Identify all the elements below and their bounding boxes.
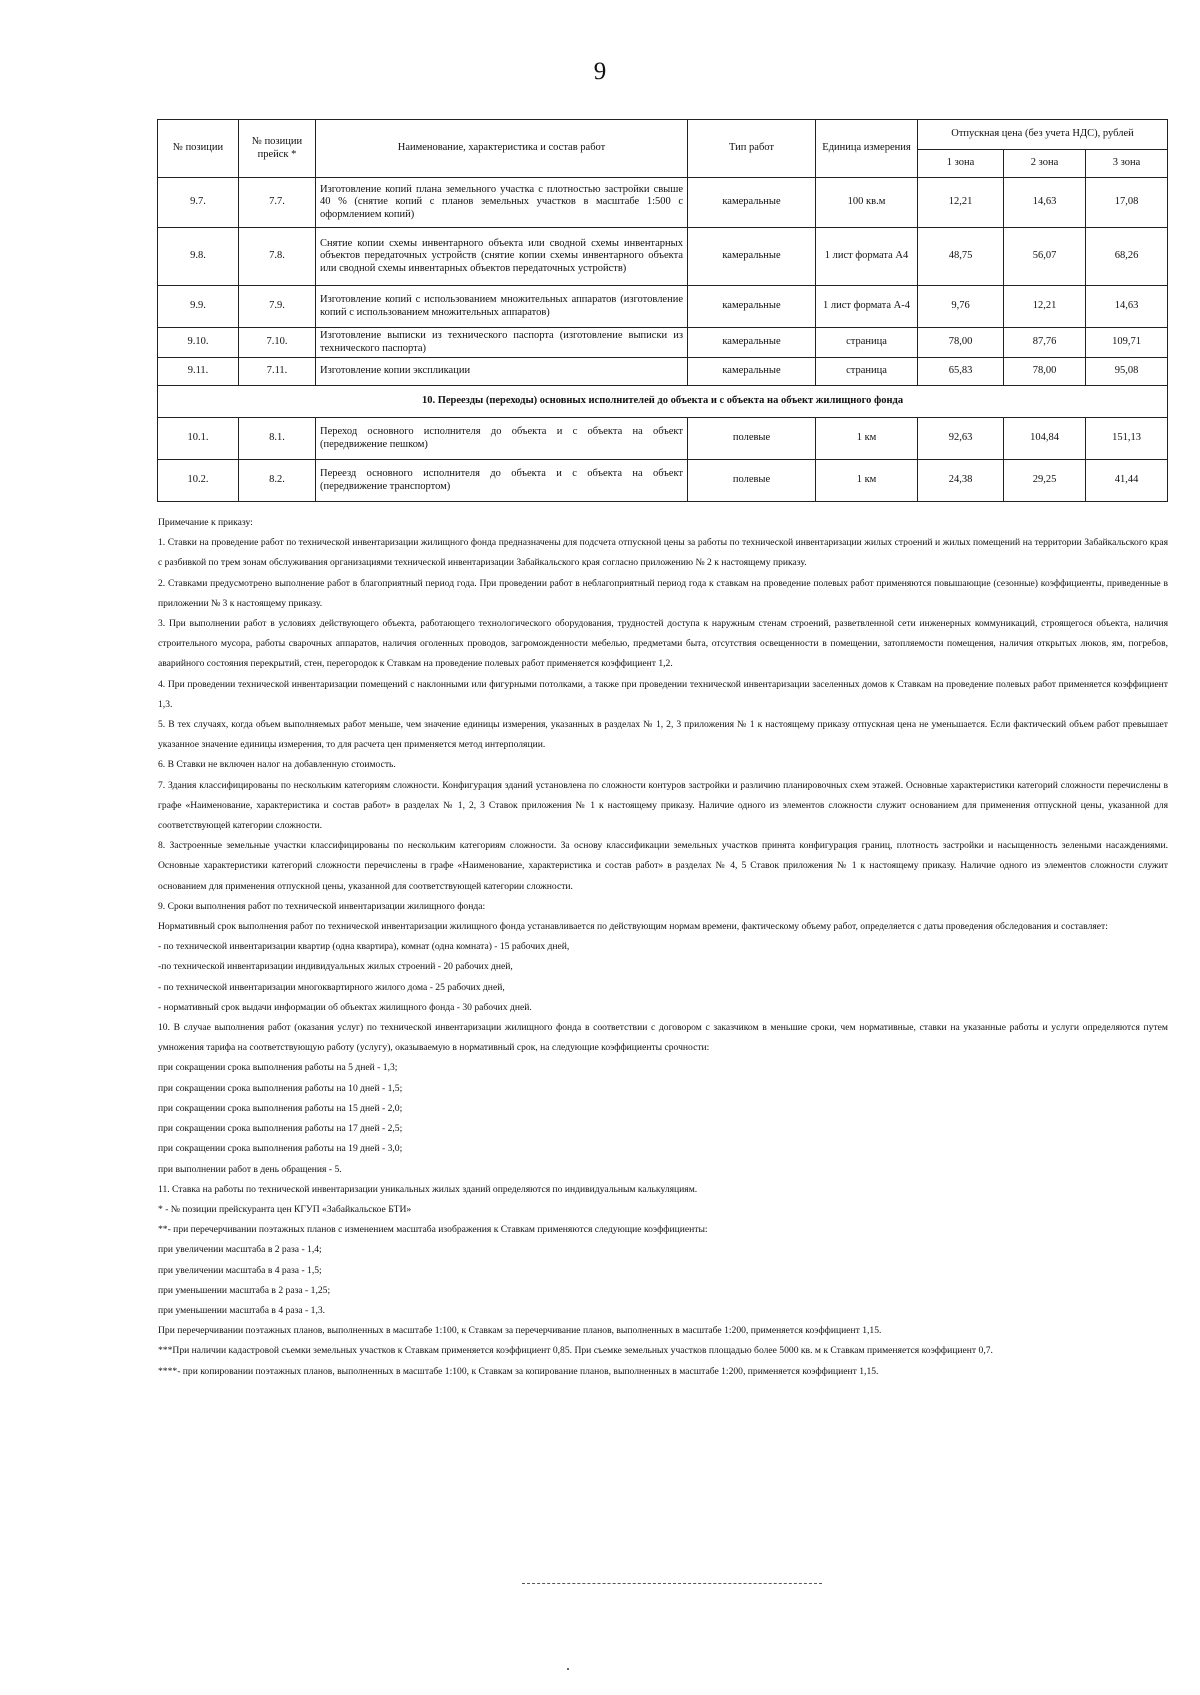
cell-zone-1: 12,21 — [918, 178, 1004, 228]
footer-divider — [522, 1583, 822, 1584]
cell-work-type: камеральные — [688, 358, 816, 386]
cell-zone-3: 41,44 — [1086, 460, 1168, 502]
note-line: 1. Ставки на проведение работ по технической инвентаризации жилищного фонда предназначены для подсчета отпускной цены за работы по технической инвентаризации жилых строений и жилых помещений на территории Забайкальского края с разбивкой по трем зонам обслуживания организациями технической инвентаризации Забайкальского края согласно приложению № 2 к настоящему приказу. — [158, 537, 1168, 569]
table-row — [158, 178, 1168, 228]
cell-position: 9.10. — [158, 328, 239, 358]
note-line: 8. Застроенные земельные участки классифицированы по нескольким категориям сложности. За основу классификации земельных участков принята конфигурация границ, плотность застройки и насыщенность зелеными насаждениями. Основные характеристики категорий сложности перечислены в графе «Наименование, характеристика и состав работ» в разделах № 4, 5 Ставок приложения № 1 к настоящему приказу. Наличие одного из элементов сложности служит основанием для применения отпускной цены, указанной для соответствующей категории сложности. — [158, 840, 1168, 892]
note-line: 6. В Ставки не включен налог на добавленную стоимость. — [158, 759, 396, 771]
cell-price-position: 7.10. — [239, 328, 316, 358]
note-line: при увеличении масштаба в 2 раза - 1,4; — [158, 1244, 322, 1256]
header-price-group: Отпускная цена (без учета НДС), рублей — [918, 120, 1168, 150]
note-line: При перечерчивании поэтажных планов, выполненных в масштабе 1:100, к Ставкам за перечерчивание планов, выполненных в масштабе 1:200, применяется коэффициент 1,15. — [158, 1325, 882, 1337]
price-table — [157, 119, 1168, 502]
note-line: ***При наличии кадастровой съемки земельных участков к Ставкам применяется коэффициент 0,85. При съемке земельных участков площадью более 5000 кв. м к Ставкам применяется коэффициент 0,7. — [158, 1345, 993, 1357]
cell-zone-3: 68,26 — [1086, 228, 1168, 286]
header-zone-2: 2 зона — [1004, 150, 1086, 178]
header-name: Наименование, характеристика и состав работ — [316, 120, 688, 178]
cell-unit: 1 лист формата А4 — [816, 228, 918, 286]
cell-name: Переход основного исполнителя до объекта и с объекта на объект (передвижение пешком) — [316, 418, 688, 460]
note-line: 5. В тех случаях, когда объем выполняемых работ меньше, чем значение единицы измерения, указанных в разделах № 1, 2, 3 приложения № 1 к настоящему приказу отпускная цена не уменьшается. Если фактический объем работ превышает указанное значение единицы измерения, то для расчета цен применяется метод интерполяции. — [158, 719, 1168, 751]
cell-zone-1: 9,76 — [918, 286, 1004, 328]
note-line: при сокращении срока выполнения работы на 5 дней - 1,3; — [158, 1062, 398, 1074]
note-line: 4. При проведении технической инвентаризации помещений с наклонными или фигурными потолками, а также при проведении технической инвентаризации заселенных домов к Ставкам на проведение полевых работ применяется коэффициент 1,3. — [158, 678, 1168, 710]
cell-zone-1: 92,63 — [918, 418, 1004, 460]
scan-speck — [567, 1668, 569, 1670]
cell-unit: 1 лист формата А-4 — [816, 286, 918, 328]
table-row — [158, 328, 1168, 358]
cell-unit: 1 км — [816, 418, 918, 460]
header-zone-1: 1 зона — [918, 150, 1004, 178]
cell-work-type: камеральные — [688, 328, 816, 358]
cell-zone-3: 109,71 — [1086, 328, 1168, 358]
cell-name: Изготовление копий с использованием множительных аппаратов (изготовление копий с использованием множительных аппаратов) — [316, 286, 688, 328]
cell-name: Изготовление выписки из технического паспорта (изготовление выписки из технического паспорта) — [316, 328, 688, 358]
note-line: при увеличении масштаба в 4 раза - 1,5; — [158, 1264, 322, 1276]
cell-work-type: камеральные — [688, 286, 816, 328]
cell-position: 9.11. — [158, 358, 239, 386]
cell-zone-3: 95,08 — [1086, 358, 1168, 386]
cell-price-position: 7.7. — [239, 178, 316, 228]
table-row — [158, 228, 1168, 286]
cell-name: Изготовление копий плана земельного участка с плотностью застройки свыше 40 % (снятие копий с планов земельных участков в масштабе 1:500 с оформлением копий) — [316, 178, 688, 228]
note-line: при сокращении срока выполнения работы на 15 дней - 2,0; — [158, 1102, 403, 1114]
cell-zone-2: 104,84 — [1004, 418, 1086, 460]
header-position: № позиции — [158, 120, 239, 178]
note-line: * - № позиции прейскуранта цен КГУП «Забайкальское БТИ» — [158, 1203, 412, 1215]
cell-work-type: полевые — [688, 418, 816, 460]
section-title: 10. Переезды (переходы) основных исполнителей до объекта и с объекта на объект жилищного фонда — [158, 386, 1168, 418]
cell-unit: страница — [816, 328, 918, 358]
cell-zone-2: 87,76 — [1004, 328, 1086, 358]
note-line: 9. Сроки выполнения работ по технической инвентаризации жилищного фонда: — [158, 900, 486, 912]
note-line: ****- при копировании поэтажных планов, выполненных в масштабе 1:100, к Ставкам за копирование планов, выполненных в масштабе 1:200, применяется коэффициент 1,15. — [158, 1365, 879, 1377]
cell-price-position: 7.8. — [239, 228, 316, 286]
cell-unit: страница — [816, 358, 918, 386]
cell-zone-3: 14,63 — [1086, 286, 1168, 328]
note-line: при сокращении срока выполнения работы на 10 дней - 1,5; — [158, 1082, 403, 1094]
table-row — [158, 418, 1168, 460]
cell-zone-1: 48,75 — [918, 228, 1004, 286]
cell-zone-1: 78,00 — [918, 328, 1004, 358]
cell-zone-2: 12,21 — [1004, 286, 1086, 328]
notes-section — [158, 513, 1168, 1382]
cell-position: 9.7. — [158, 178, 239, 228]
note-line: - по технической инвентаризации квартир (одна квартира), комнат (одна комната) - 15 рабочих дней, — [158, 941, 570, 953]
cell-position: 9.9. — [158, 286, 239, 328]
cell-price-position: 8.1. — [239, 418, 316, 460]
cell-price-position: 7.11. — [239, 358, 316, 386]
cell-name: Изготовление копии экспликации — [316, 358, 688, 386]
note-line: при выполнении работ в день обращения - 5. — [158, 1163, 342, 1175]
page-number: 9 — [593, 58, 607, 85]
note-line: **- при перечерчивании поэтажных планов с изменением масштаба изображения к Ставкам применяются следующие коэффициенты: — [158, 1224, 708, 1236]
note-line: при сокращении срока выполнения работы на 19 дней - 3,0; — [158, 1143, 403, 1155]
header-zone-3: 3 зона — [1086, 150, 1168, 178]
header-work-type: Тип работ — [688, 120, 816, 178]
header-price-position: № позиции прейск * — [239, 120, 316, 178]
cell-zone-3: 17,08 — [1086, 178, 1168, 228]
note-line: -по технической инвентаризации индивидуальных жилых строений - 20 рабочих дней, — [158, 961, 513, 973]
note-line: - нормативный срок выдачи информации об объектах жилищного фонда - 30 рабочих дней. — [158, 1001, 532, 1013]
table-row — [158, 460, 1168, 502]
section-row — [158, 386, 1168, 418]
cell-unit: 1 км — [816, 460, 918, 502]
cell-work-type: полевые — [688, 460, 816, 502]
cell-zone-3: 151,13 — [1086, 418, 1168, 460]
cell-position: 9.8. — [158, 228, 239, 286]
note-line: Примечание к приказу: — [158, 517, 253, 528]
cell-unit: 100 кв.м — [816, 178, 918, 228]
cell-work-type: камеральные — [688, 178, 816, 228]
note-line: 3. При выполнении работ в условиях действующего объекта, работающего технологического оборудования, трудностей доступа к наружным стенам строений, разветвленной сети инженерных коммуникаций, строящегося объекта, наличия строительного мусора, работы сварочных аппаратов, наличия оголенных проводов, загроможденности мебелью, предметами быта, отсутствия освещенности в помещении, затопляемости помещения, наличия открытых люков, ям, погребов, аварийного состояния перекрытий, стен, перегородок к Ставкам на проведение полевых работ применяется коэффициент 1,2. — [158, 618, 1168, 670]
cell-name: Переезд основного исполнителя до объекта и с объекта на объект (передвижение транспортом) — [316, 460, 688, 502]
cell-zone-1: 65,83 — [918, 358, 1004, 386]
cell-position: 10.1. — [158, 418, 239, 460]
note-line: 2. Ставками предусмотрено выполнение работ в благоприятный период года. При проведении работ в неблагоприятный период года к ставкам на проведение полевых работ применяются повышающие (сезонные) коэффициенты, приведенные в приложении № 3 к настоящему приказу. — [158, 577, 1168, 609]
note-line: при уменьшении масштаба в 2 раза - 1,25; — [158, 1284, 331, 1296]
cell-zone-2: 29,25 — [1004, 460, 1086, 502]
cell-work-type: камеральные — [688, 228, 816, 286]
note-line: 7. Здания классифицированы по нескольким категориям сложности. Конфигурация зданий установлена по сложности контуров застройки и различию планировочных схем этажей. Основные характеристики категорий сложности перечислены в графе «Наименование, характеристика и состав работ» в разделах № 1, 2, 3 Ставок приложения № 1 к настоящему приказу. Наличие одного из элементов сложности служит основанием для применения отпускной цены, указанной для соответствующей категории сложности. — [158, 779, 1168, 832]
note-line: - по технической инвентаризации многоквартирного жилого дома - 25 рабочих дней, — [158, 981, 505, 993]
cell-zone-2: 56,07 — [1004, 228, 1086, 286]
table-row — [158, 286, 1168, 328]
cell-zone-2: 14,63 — [1004, 178, 1086, 228]
header-unit: Единица измерения — [816, 120, 918, 178]
cell-zone-1: 24,38 — [918, 460, 1004, 502]
note-line: 10. В случае выполнения работ (оказания услуг) по технической инвентаризации жилищного фонда в соответствии с договором с заказчиком в меньшие сроки, чем нормативные, ставки на указанные работы и услуги определяются путем умножения тарифа на соответствующую работу (услугу), оказываемую в нормативный срок, на следующие коэффициенты срочности: — [158, 1022, 1168, 1054]
cell-position: 10.2. — [158, 460, 239, 502]
note-line: при сокращении срока выполнения работы на 17 дней - 2,5; — [158, 1123, 403, 1135]
note-line: Нормативный срок выполнения работ по технической инвентаризации жилищного фонда устанавливается по действующим нормам времени, фактическому объему работ, определяется с даты проведения обследования и составляет: — [158, 921, 1108, 933]
note-line: при уменьшении масштаба в 4 раза - 1,3. — [158, 1304, 326, 1316]
cell-price-position: 7.9. — [239, 286, 316, 328]
note-line: 11. Ставка на работы по технической инвентаризации уникальных жилых зданий определяются по индивидуальным калькуляциям. — [158, 1183, 698, 1195]
cell-price-position: 8.2. — [239, 460, 316, 502]
cell-name: Снятие копии схемы инвентарного объекта или сводной схемы инвентарных объектов передаточных устройств (снятие копии схемы инвентарного объекта или сводной схемы инвентарных объектов передаточных устройств) — [316, 228, 688, 286]
cell-zone-2: 78,00 — [1004, 358, 1086, 386]
table-row — [158, 358, 1168, 386]
